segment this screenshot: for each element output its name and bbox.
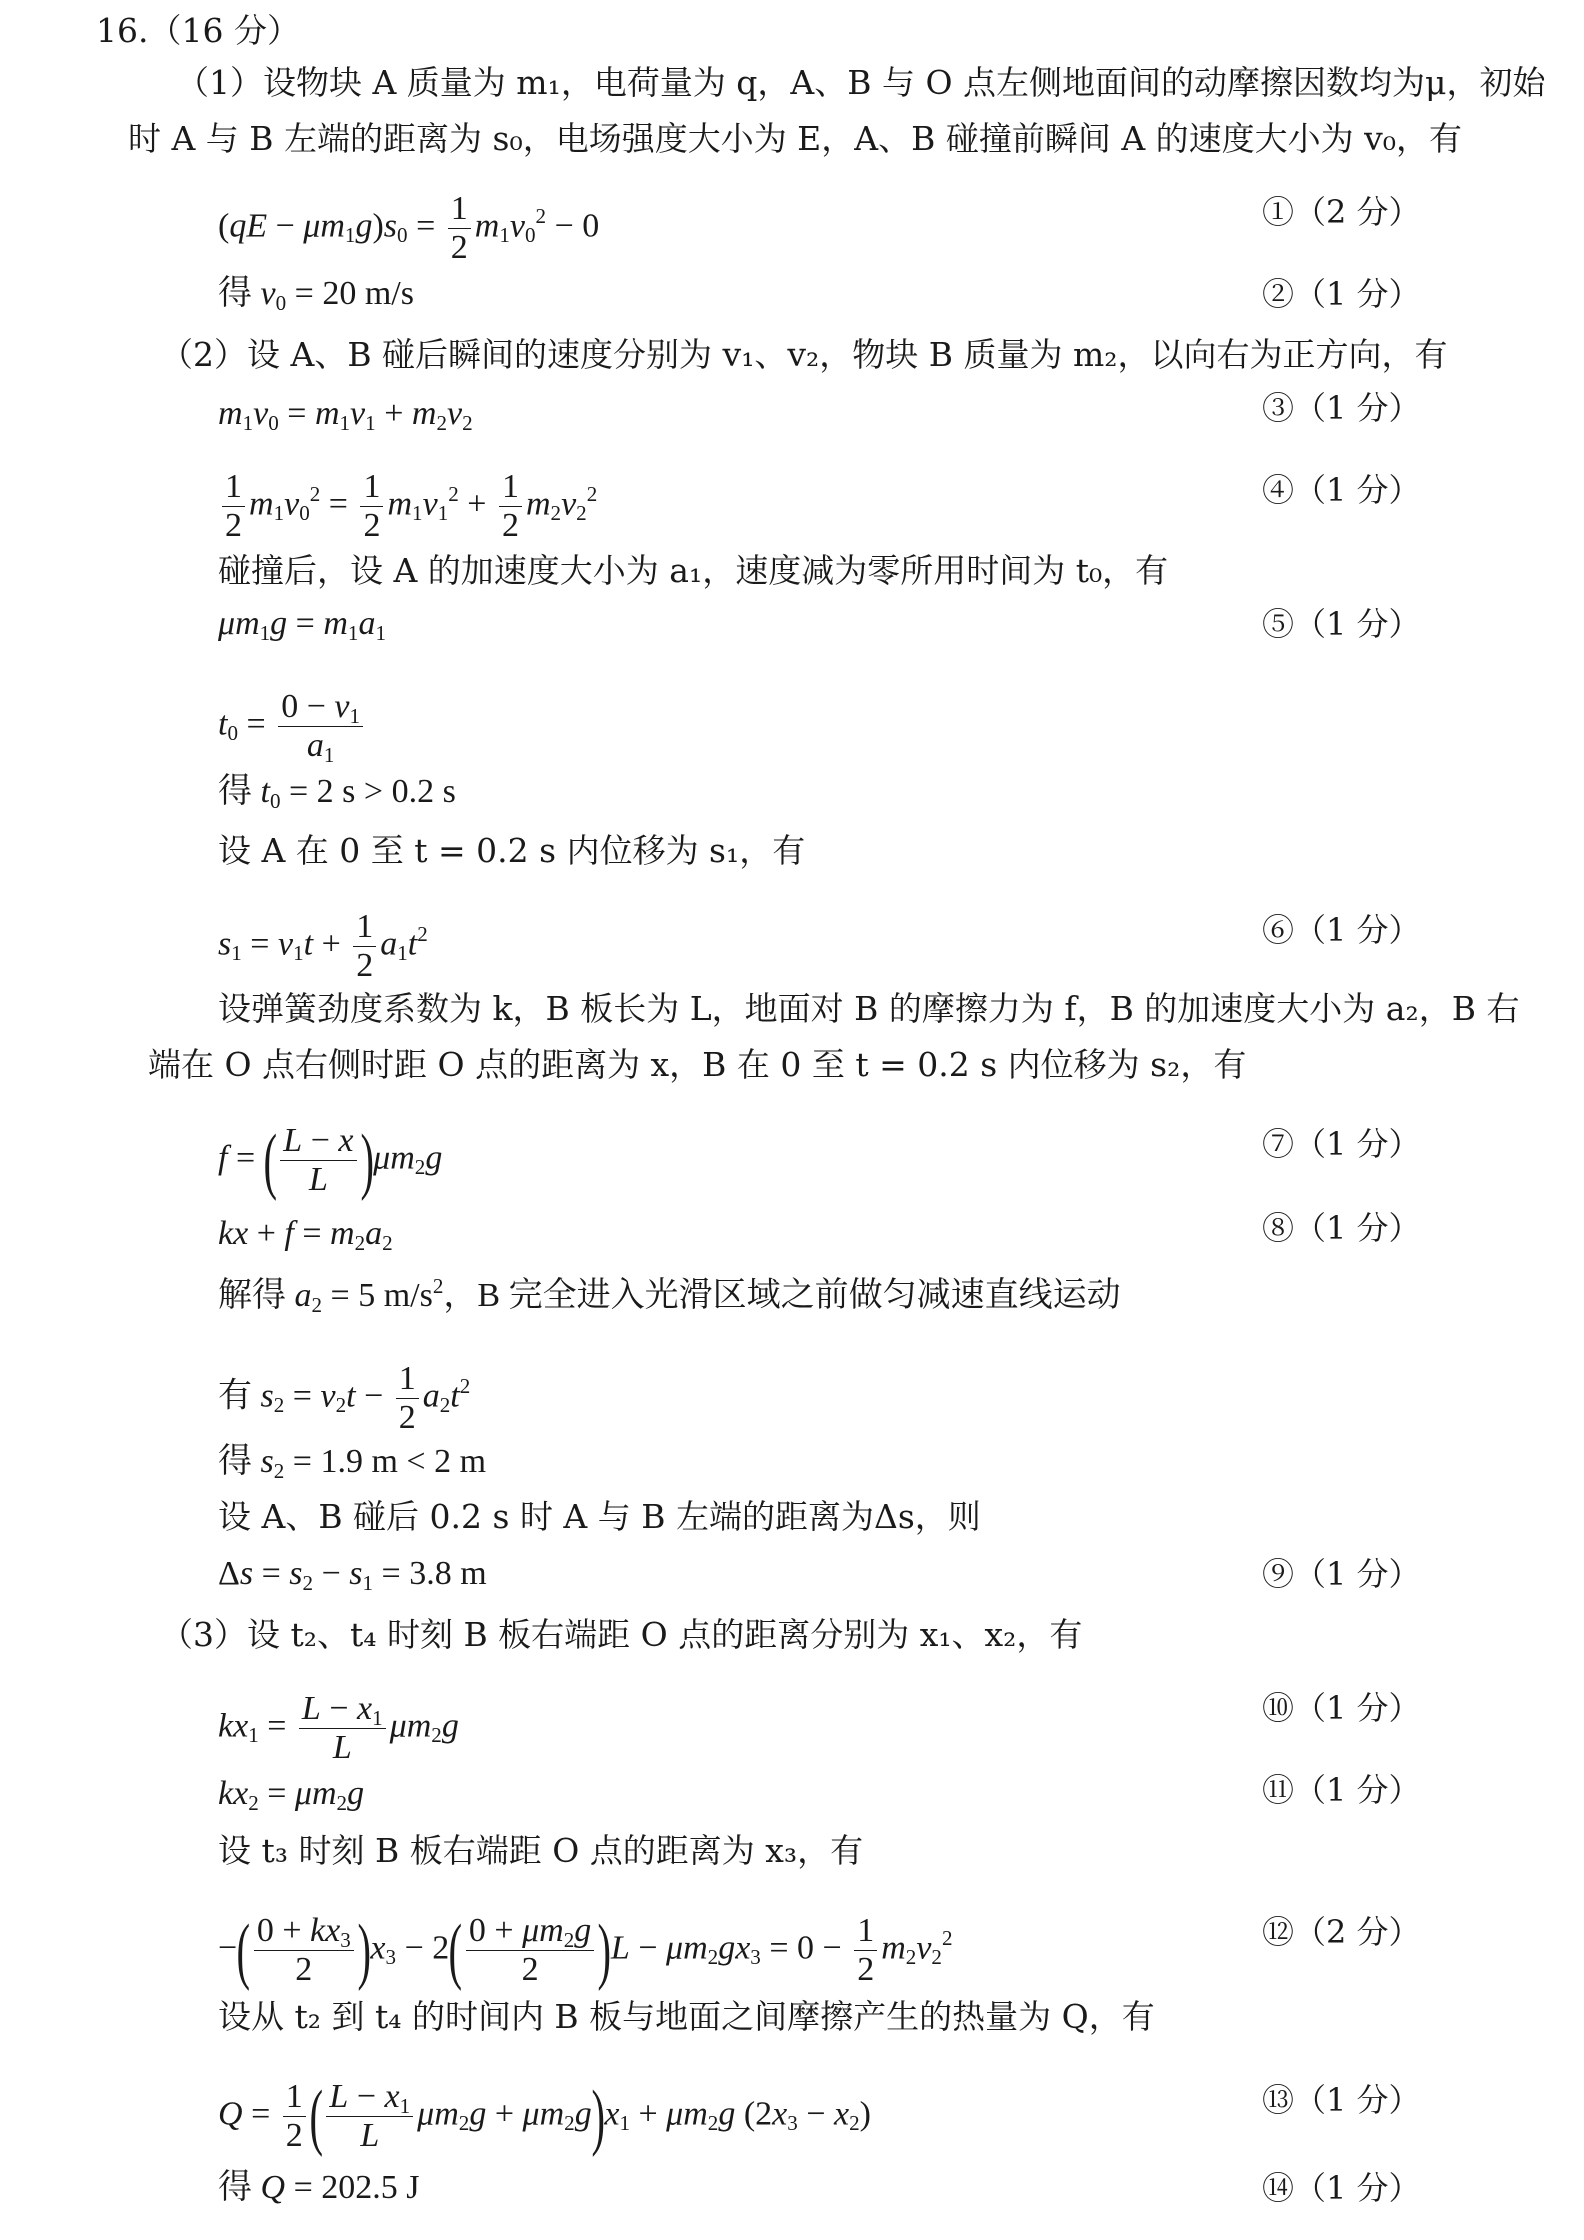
score-mark-10: ⑩（1 分） bbox=[1262, 1689, 1421, 1727]
score-mark-12: ⑫（2 分） bbox=[1262, 1913, 1421, 1951]
score-mark-6: ⑥（1 分） bbox=[1262, 911, 1421, 949]
score-mark-7: ⑦（1 分） bbox=[1262, 1125, 1421, 1163]
score-mark-11: ⑪（1 分） bbox=[1262, 1771, 1421, 1809]
de-label: 得 bbox=[218, 2169, 252, 2206]
equation-14: 得 Q = 202.5 J bbox=[218, 2169, 420, 2206]
part2-intro: （2）设 A、B 碰后瞬间的速度分别为 v₁、v₂，物块 B 质量为 m₂，以向右为正方向，有 bbox=[160, 335, 1448, 374]
equation-9: $\Delta s = s_2 - s_1 = 3.8$ m bbox=[218, 1555, 487, 1595]
equation-7: f = ( $\frac{L - x}{L}$ )$\mu m_2g$ bbox=[218, 1119, 443, 1202]
solve-suffix: ，B 完全进入光滑区域之前做匀减速直线运动 bbox=[443, 1277, 1121, 1314]
part3-intro: （3）设 t₂、t₄ 时刻 B 板右端距 O 点的距离分别为 x₁、x₂，有 bbox=[160, 1615, 1083, 1654]
equation-5: $\mu m_1g = m_1a_1$ bbox=[218, 605, 387, 645]
equation-10: $kx_1$ = $\frac{L - x_1}{L}$ $\mu m_2g$ bbox=[218, 1690, 459, 1766]
equation-11: $kx_2 = \mu m_2g$ bbox=[218, 1775, 365, 1815]
question-header: 16.（16 分） bbox=[96, 11, 300, 50]
solve-prefix: 解得 bbox=[218, 1277, 286, 1314]
after-collision-text: 碰撞后，设 A 的加速度大小为 a₁，速度减为零所用时间为 t₀，有 bbox=[218, 551, 1169, 590]
score-mark-13: ⑬（1 分） bbox=[1262, 2081, 1421, 2119]
equation-8: kx + $f = m_2a_2$ bbox=[218, 1215, 393, 1255]
spring-text-line2: 端在 O 点右侧时距 O 点的距离为 x，B 在 0 至 t = 0.2 s 内位移为 s₂，有 bbox=[148, 1045, 1247, 1084]
solve-a2-line: 解得 $a_2 = 5$ $m/s^2$，B 完全进入光滑区域之前做匀减速直线运动 bbox=[218, 1273, 1121, 1317]
t3-text: 设 t₃ 时刻 B 板右端距 O 点的距离为 x₃，有 bbox=[218, 1831, 864, 1870]
score-mark-9: ⑨（1 分） bbox=[1262, 1555, 1421, 1593]
score-mark-4: ④（1 分） bbox=[1262, 471, 1421, 509]
part1-text-line2: 时 A 与 B 左端的距离为 s₀，电场强度大小为 E，A、B 碰撞前瞬间 A 的速度大小为 v₀，有 bbox=[128, 119, 1463, 158]
equation-1: $(qE - \mu m_1g)s_0$ = $\frac{1}{2}$ $m_1v_0^2 - 0$ bbox=[218, 190, 600, 266]
score-mark-8: ⑧（1 分） bbox=[1262, 1209, 1421, 1247]
equation-t0: $t_0$ = $\frac{0 - v_1}{a_1}$ bbox=[218, 688, 367, 765]
equation-3: $m_1v_0 = m_1v_1 + m_2v_2$ bbox=[218, 395, 473, 435]
equation-13: Q = $\frac{1}{2}$ ( $\frac{L - x_1}{L}$ $\mu m_2g + \mu m_2g)x_1 + \mu m_2g$ $(2x_3 - x_2)$ bbox=[218, 2075, 871, 2158]
result-prefix: 得 bbox=[218, 275, 252, 312]
score-mark-2: ②（1 分） bbox=[1262, 275, 1421, 313]
part1-text-line1: （1）设物块 A 质量为 m₁，电荷量为 q，A、B 与 O 点左侧地面间的动摩擦因数均为μ，初始 bbox=[176, 63, 1546, 102]
score-mark-5: ⑤（1 分） bbox=[1262, 605, 1421, 643]
equation-s2-result: 得 $s_2 = 1.9$ m < 2 m bbox=[218, 1443, 487, 1483]
equation-6: $s_1 = v_1t$ + $\frac{1}{2}$ $a_1t^2$ bbox=[218, 908, 428, 984]
score-mark-3: ③（1 分） bbox=[1262, 389, 1421, 427]
equation-2: 得 $v_0 = 20$ m/s bbox=[218, 275, 414, 315]
delta-text: 设 A、B 碰后 0.2 s 时 A 与 B 左端的距离为Δs，则 bbox=[218, 1497, 981, 1536]
heat-text: 设从 t₂ 到 t₄ 的时间内 B 板与地面之间摩擦产生的热量为 Q，有 bbox=[218, 1997, 1155, 2036]
equation-12: −( $\frac{0 + kx_3}{2}$ )$x_3 - 2$( $\frac{0 + \mu m_2g}{2}$ )$L - \mu m_2gx_3 = 0$ − $\frac{1}{2}$ $m_2v_2^2$ bbox=[218, 1909, 953, 1992]
equation-4: $\frac{1}{2}$ $m_1v_0^2$ = $\frac{1}{2}$ $m_1v_1^2$ + $\frac{1}{2}$ $m_2v_2^2$ bbox=[218, 468, 597, 545]
de-label: 得 bbox=[218, 1443, 252, 1480]
spring-text-line1: 设弹簧劲度系数为 k，B 板长为 L，地面对 B 的摩擦力为 f，B 的加速度大小为 a₂，B 右 bbox=[218, 989, 1520, 1028]
you-label: 有 bbox=[218, 1377, 252, 1415]
score-mark-14: ⑭（1 分） bbox=[1262, 2169, 1421, 2207]
de-label: 得 bbox=[218, 773, 252, 810]
equation-s2: 有 $s_2 = v_2t$ − $\frac{1}{2}$ $a_2t^2$ bbox=[218, 1360, 471, 1436]
equation-t0-result: 得 $t_0 = 2$ s > 0.2 s bbox=[218, 773, 456, 813]
score-mark-1: ①（2 分） bbox=[1262, 193, 1421, 231]
displacement-a-text: 设 A 在 0 至 t = 0.2 s 内位移为 s₁，有 bbox=[218, 831, 806, 870]
